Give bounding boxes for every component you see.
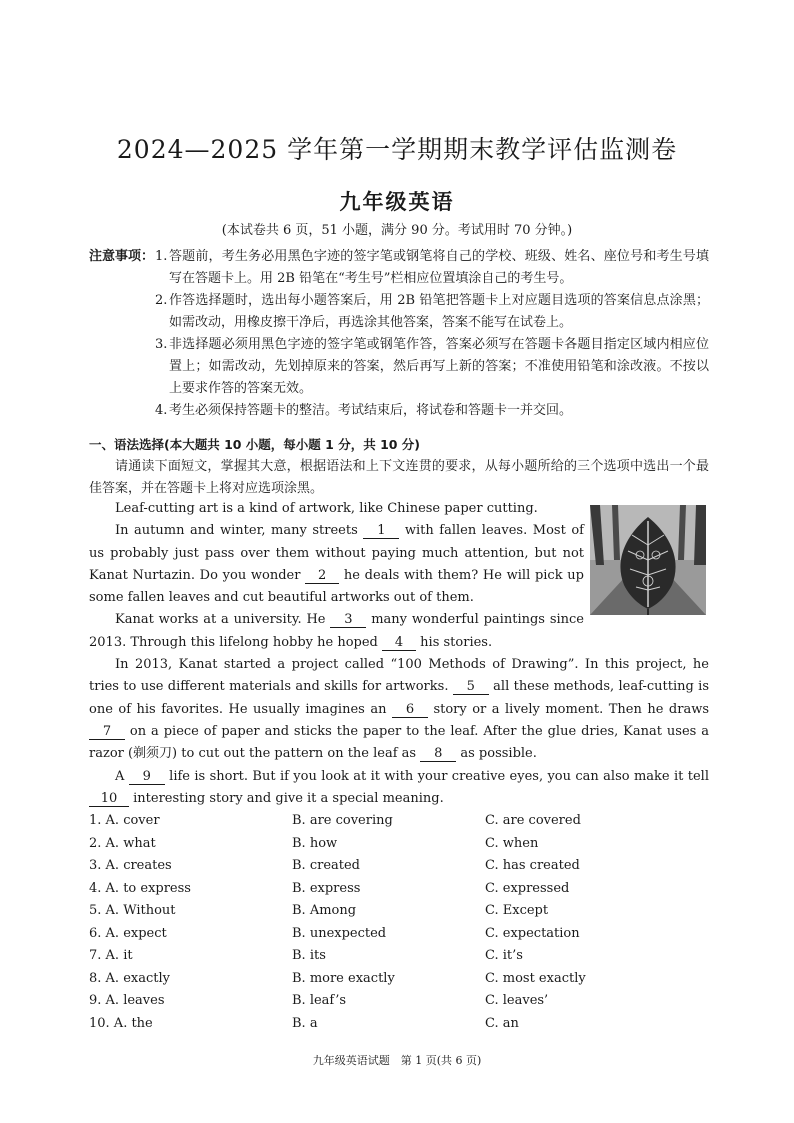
notice-item [155, 400, 709, 422]
question-options [89, 813, 709, 1038]
option-a: 5. A. Without [89, 903, 176, 918]
passage-text: on a piece of paper and sticks the paper to the leaf. After the glue dries, Kanat uses a razor (剃须刀) to cut out the pattern on the leaf as [89, 723, 709, 762]
notice-text: 考生必须保持答题卡的整洁。考试结束后，将试卷和答题卡一并交回。 [169, 403, 573, 418]
leaf-art-photo [590, 505, 706, 615]
question-row [89, 993, 709, 1016]
option-a: 2. A. what [89, 835, 156, 851]
notice-label: 注意事项： [89, 249, 155, 264]
option-a: 9. A. leaves [89, 993, 165, 1008]
option-c: C. are covered [485, 813, 581, 828]
question-row [89, 926, 709, 949]
passage-paragraph-2 [89, 520, 584, 609]
passage-text: he deals with them? He will pick up some fallen leaves and cut beautiful artworks out of them. [89, 567, 584, 606]
blank-7: 7 [89, 725, 125, 740]
option-c: C. leaves’ [485, 993, 549, 1008]
question-row [89, 971, 709, 994]
option-b: B. express [292, 880, 361, 896]
option-b: B. Among [292, 903, 357, 918]
option-c: C. has created [485, 858, 580, 873]
notice-num: 3. [155, 337, 168, 352]
exam-title: 2024—2025 学年第一学期期末教学评估监测卷 [116, 135, 678, 164]
option-b: B. created [292, 858, 360, 873]
notice-num: 4. [155, 403, 168, 418]
notice-item [155, 246, 709, 290]
passage-text: In autumn and winter, many streets [115, 523, 358, 539]
blank-8: 8 [420, 747, 456, 762]
notice-item [155, 290, 709, 334]
option-b: B. unexpected [292, 925, 387, 941]
notice-text: 非选择题必须用黑色字迹的签字笔或钢笔作答，答案必须写在答题卡各题目指定区域内相应位置上；如需改动，先划掉原来的答案，然后再写上新的答案；不准使用铅笔和涂改液。不按以上要求作答的答案无效。 [169, 337, 709, 396]
passage-text: all these methods, leaf-cutting is one of his favorites. He usually imagines an [89, 679, 709, 717]
question-row [89, 903, 709, 926]
passage-text: interesting story and give it a special meaning. [133, 790, 444, 806]
passage-text: In 2013, Kanat started a project called “100 Methods of Drawing”. In this project, he tries to use different materials and skills for artworks. [89, 657, 709, 695]
question-row [89, 948, 709, 971]
passage-text: many wonderful paintings since 2013. Through this lifelong hobby he hoped [89, 612, 584, 650]
option-a: 3. A. creates [89, 858, 172, 873]
option-a: 1. A. cover [89, 813, 160, 828]
passage-text: Leaf-cutting art is a kind of artwork, like Chinese paper cutting. [115, 501, 538, 516]
passage-text: A [115, 768, 125, 784]
notice-item [155, 334, 709, 400]
exam-meta: (本试卷共 6 页，51 小题，满分 90 分。考试用时 70 分钟。) [221, 223, 573, 238]
option-b: B. more exactly [292, 970, 395, 986]
option-c: C. expectation [485, 925, 580, 941]
option-b: B. how [292, 835, 338, 851]
passage-paragraph-1 [89, 498, 584, 520]
option-b: B. are covering [292, 813, 393, 828]
question-row [89, 813, 709, 836]
blank-10: 10 [89, 792, 129, 807]
option-c: C. an [485, 1015, 519, 1031]
section-instruction: 请通读下面短文，掌握其大意，根据语法和上下文连贯的要求，从每小题所给的三个选项中选出一个最佳答案，并在答题卡上将对应选项涂黑。 [89, 459, 709, 496]
option-b: B. its [292, 948, 326, 963]
option-b: B. leaf’s [292, 993, 346, 1008]
option-a: 4. A. to express [89, 880, 191, 896]
section-title: 一、语法选择(本大题共 10 小题，每小题 1 分，共 10 分) [89, 437, 421, 452]
option-a: 10. A. the [89, 1015, 153, 1031]
option-a: 7. A. it [89, 948, 133, 963]
option-c: C. Except [485, 903, 549, 918]
option-b: B. a [292, 1015, 318, 1031]
question-row [89, 836, 709, 859]
passage-text: his stories. [420, 634, 493, 650]
blank-6: 6 [392, 703, 428, 718]
passage-text: with fallen leaves. Most of us probably just pass over them without paying much attention, but not Kanat Nurtazin. Do you wonder [89, 523, 584, 583]
question-row [89, 881, 709, 904]
notice-text: 作答选择题时，选出每小题答案后，用 2B 铅笔把答题卡上对应题目选项的答案信息点涂黑；如需改动，用橡皮擦干净后，再选涂其他答案，答案不能写在试卷上。 [169, 293, 709, 330]
blank-9: 9 [129, 770, 165, 785]
notice-text: 答题前，考生务必用黑色字迹的签字笔或钢笔将自己的学校、班级、姓名、座位号和考生号填写在答题卡上。用 2B 铅笔在“考生号”栏相应位置填涂自己的考生号。 [169, 249, 709, 286]
notice-num: 1. [155, 249, 168, 264]
passage-text: Kanat works at a university. He [115, 612, 326, 628]
option-c: C. it’s [485, 948, 523, 963]
passage-text: as possible. [460, 746, 537, 762]
blank-2: 2 [305, 569, 339, 584]
question-row [89, 858, 709, 881]
option-c: C. most exactly [485, 970, 586, 986]
notice-num: 2. [155, 293, 168, 308]
page-footer: 九年级英语试题 第 1 页(共 6 页) [312, 1054, 482, 1067]
option-c: C. expressed [485, 880, 570, 896]
passage-paragraph-4 [89, 654, 709, 765]
option-a: 8. A. exactly [89, 970, 170, 986]
option-a: 6. A. expect [89, 925, 167, 941]
passage-text: life is short. But if you look at it with your creative eyes, you can also make it tell [169, 768, 709, 784]
passage-paragraph-5 [89, 766, 709, 811]
exam-subtitle: 九年级英语 [339, 189, 455, 214]
notice-block [89, 246, 709, 422]
blank-1: 1 [363, 524, 399, 539]
option-c: C. when [485, 835, 539, 851]
section-grammar [89, 434, 709, 500]
blank-3: 3 [330, 613, 366, 628]
passage-text: story or a lively moment. Then he draws [433, 701, 709, 717]
question-row [89, 1016, 709, 1039]
notice-list [155, 246, 709, 422]
blank-5: 5 [453, 680, 489, 695]
passage-paragraph-3 [89, 609, 584, 654]
blank-4: 4 [382, 636, 416, 651]
